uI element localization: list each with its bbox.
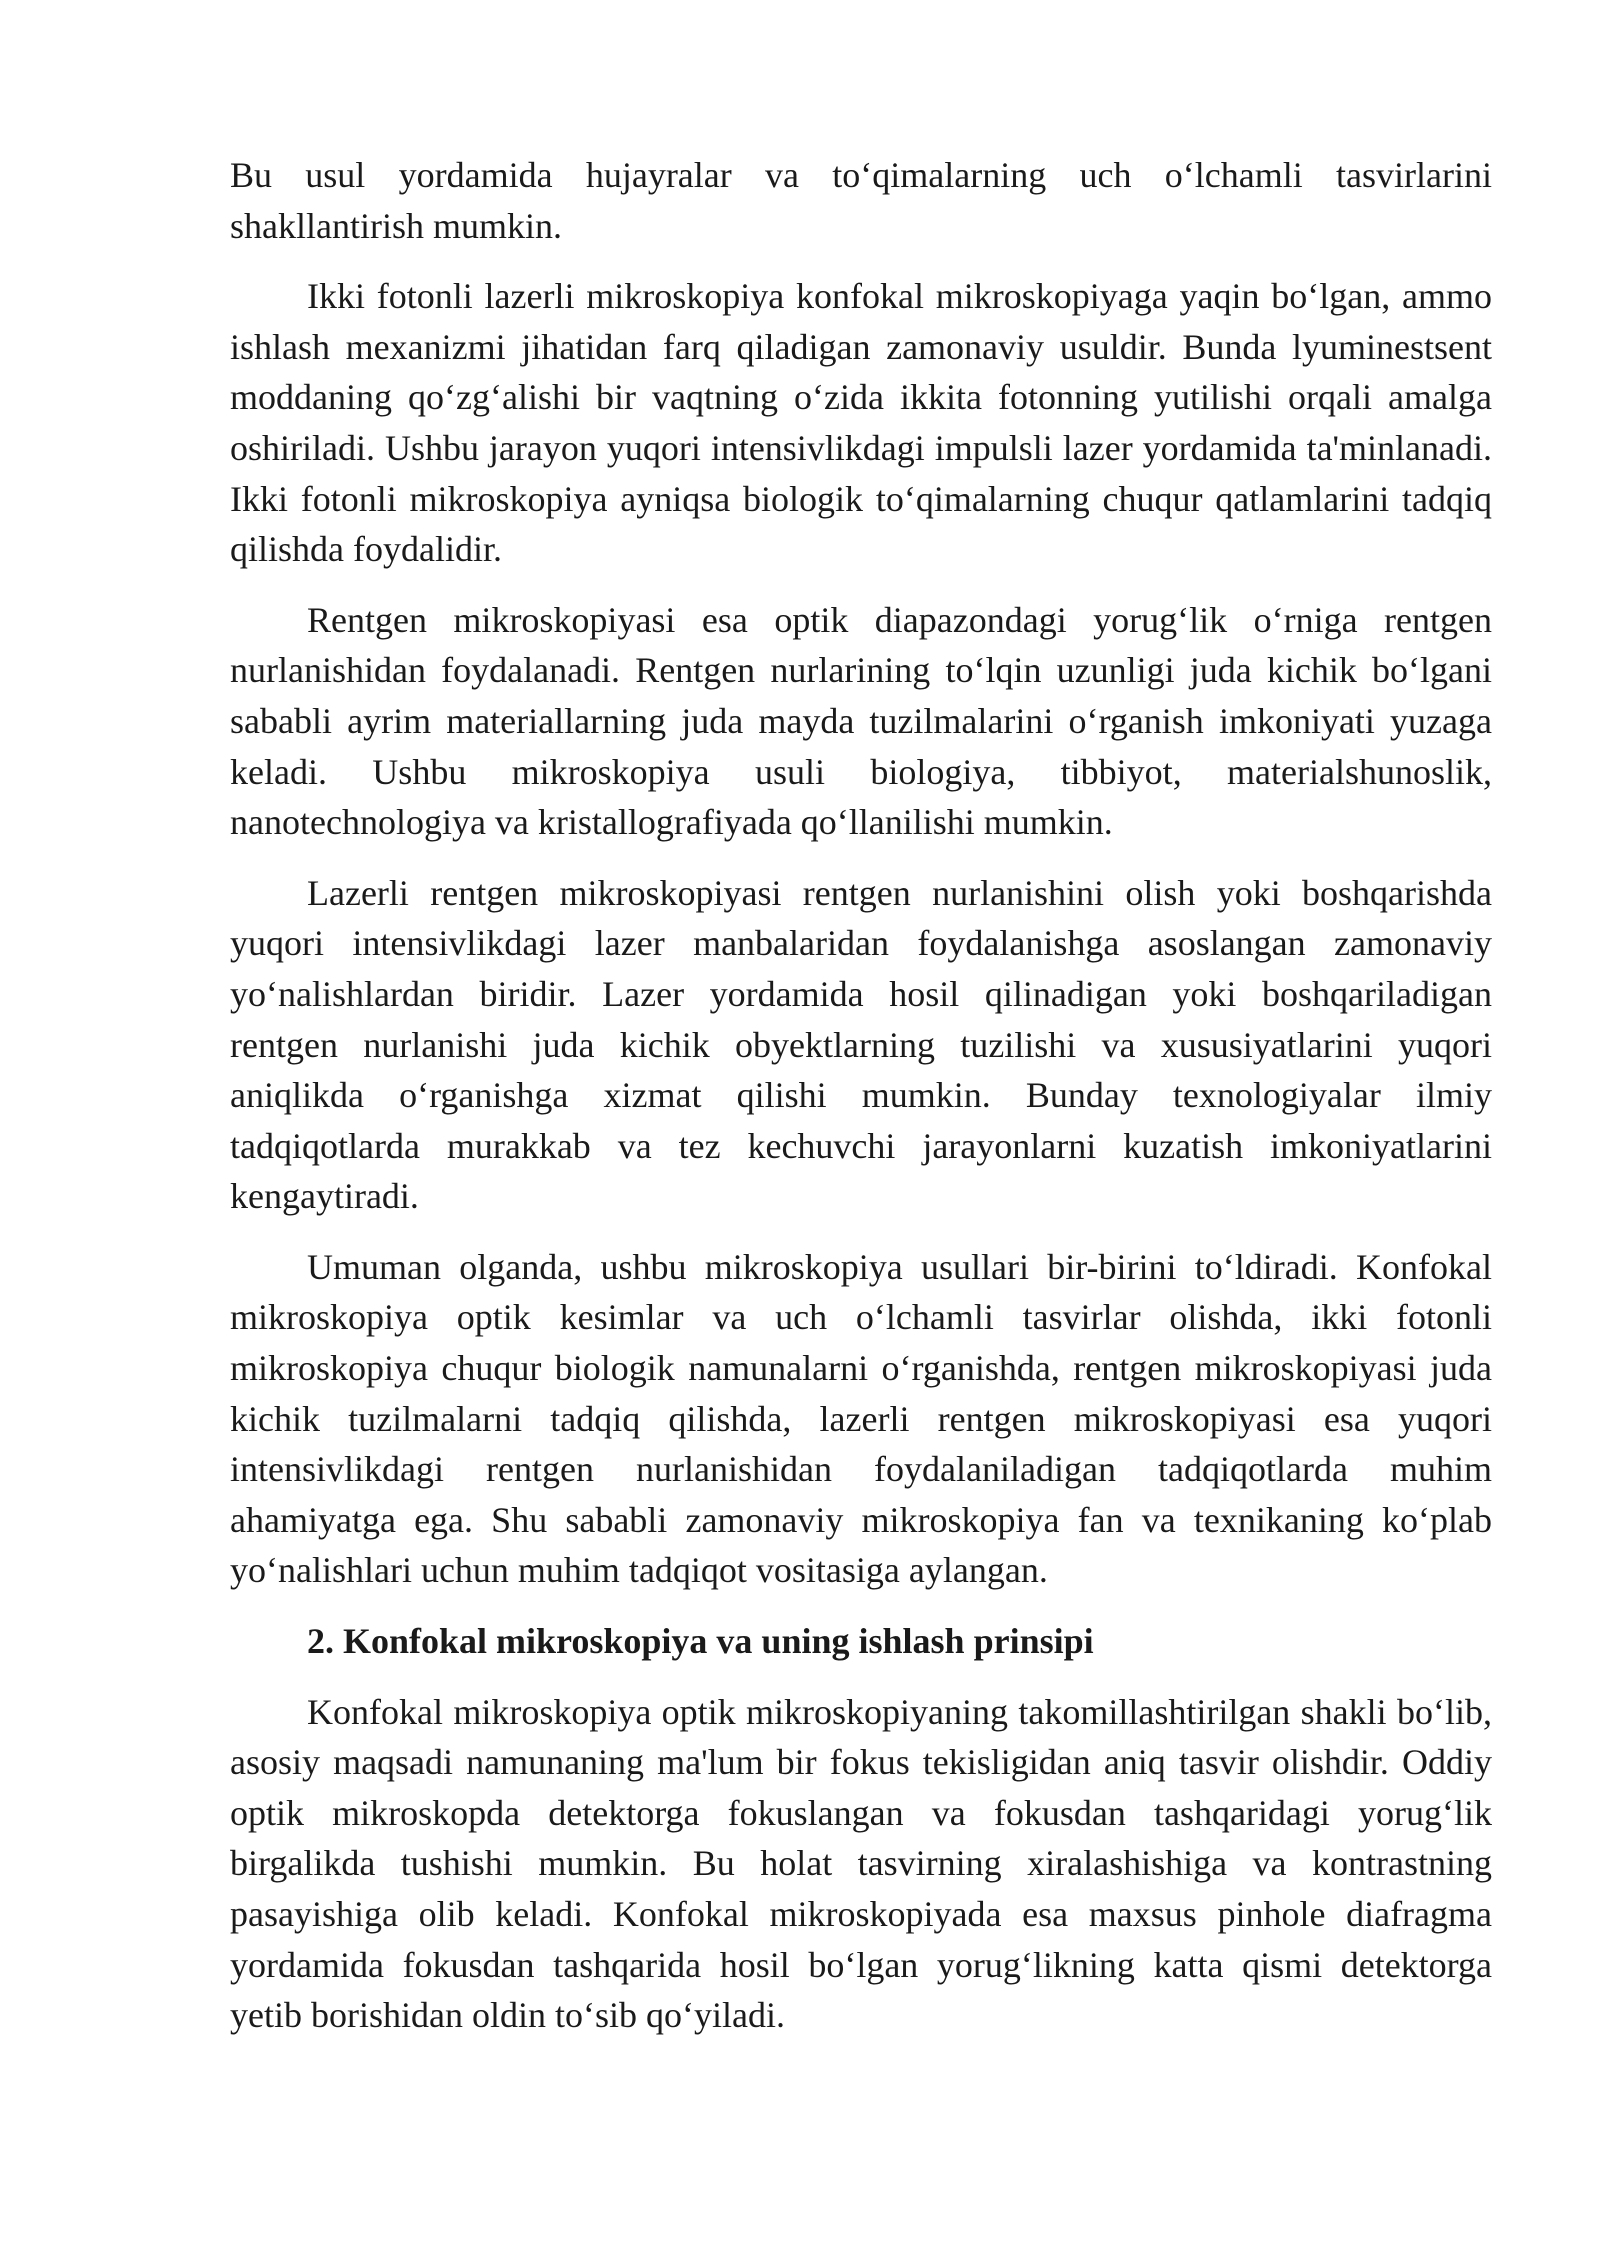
paragraph-xray: Rentgen mikroskopiyasi esa optik diapazondagi yorug‘lik o‘rniga rentgen nurlanishidan foydalanadi. Rentgen nurlarining to‘lqin uzunligi juda kichik bo‘lgani sababli ayrim materiallarning juda mayda tuzilmalarini o‘rganish imkoniyati yuzaga keladi. Ushbu mikroskopiya usuli biologiya, tibbiyot, materialshunoslik, nanotechnologiya va kristallografiyada qo‘llanilishi mumkin.: [230, 599, 1492, 843]
paragraph-laser-xray: Lazerli rentgen mikroskopiyasi rentgen nurlanishini olish yoki boshqarishda yuqori intensivlikdagi lazer manbalaridan foydalanishga asoslangan zamonaviy yo‘nalishlardan biridir. Lazer yordamida hosil qilinadigan yoki boshqariladigan rentgen nurlanishi juda kichik obyektlarning tuzilishi va xususiyatlarini yuqori aniqlikda o‘rganishga xizmat qilishi mumkin. Bunday texnologiyalar ilmiy tadqiqotlarda murakkab va tez kechuvchi jarayonlarni kuzatish imkoniyatlarini kengaytiradi.: [230, 872, 1492, 1217]
paragraph-two-photon: Ikki fotonli lazerli mikroskopiya konfokal mikroskopiyaga yaqin bo‘lgan, ammo ishlash mexanizmi jihatidan farq qiladigan zamonaviy usuldir. Bunda lyuminestsent moddaning qo‘zg‘alishi bir vaqtning o‘zida ikkita fotonning yutilishi orqali amalga oshiriladi. Ushbu jarayon yuqori intensivlikdagi impulsli lazer yordamida ta'minlanadi. Ikki fotonli mikroskopiya ayniqsa biologik to‘qimalarning chuqur qatlamlarini tadqiq qilishda foydalidir.: [230, 276, 1492, 570]
paragraph-confocal: Konfokal mikroskopiya optik mikroskopiyaning takomillashtirilgan shakli bo‘lib, asosiy maqsadi namunaning ma'lum bir fokus tekisligidan aniq tasvir olishdir. Oddiy optik mikroskopda detektorga fokuslangan va fokusdan tashqaridagi yorug‘lik birgalikda tushishi mumkin. Bu holat tasvirning xiralashishiga va kontrastning pasayishiga olib keladi. Konfokal mikroskopiyada esa maxsus pinhole diafragma yordamida fokusdan tashqarida hosil bo‘lgan yorug‘likning katta qismi detektorga yetib borishidan oldin to‘sib qo‘yiladi.: [230, 1691, 1492, 2036]
section-heading: 2. Konfokal mikroskopiya va uning ishlash prinsipi: [307, 1621, 1094, 1662]
document-page: [230, 150, 1492, 2061]
paragraph-continuation: Bu usul yordamida hujayralar va to‘qimalarning uch o‘lchamli tasvirlarini shakllantirish mumkin.: [230, 155, 1492, 246]
paragraph-summary: Umuman olganda, ushbu mikroskopiya usullari bir-birini to‘ldiradi. Konfokal mikroskopiya optik kesimlar va uch o‘lchamli tasvirlar olishda, ikki fotonli mikroskopiya chuqur biologik namunalarni o‘rganishda, rentgen mikroskopiyasi juda kichik tuzilmalarni tadqiq qilishda, lazerli rentgen mikroskopiyasi esa yuqori intensivlikdagi rentgen nurlanishidan foydalaniladigan tadqiqotlarda muhim ahamiyatga ega. Shu sababli zamonaviy mikroskopiya fan va texnikaning ko‘plab yo‘nalishlari uchun muhim tadqiqot vositasiga aylangan.: [230, 1246, 1492, 1591]
